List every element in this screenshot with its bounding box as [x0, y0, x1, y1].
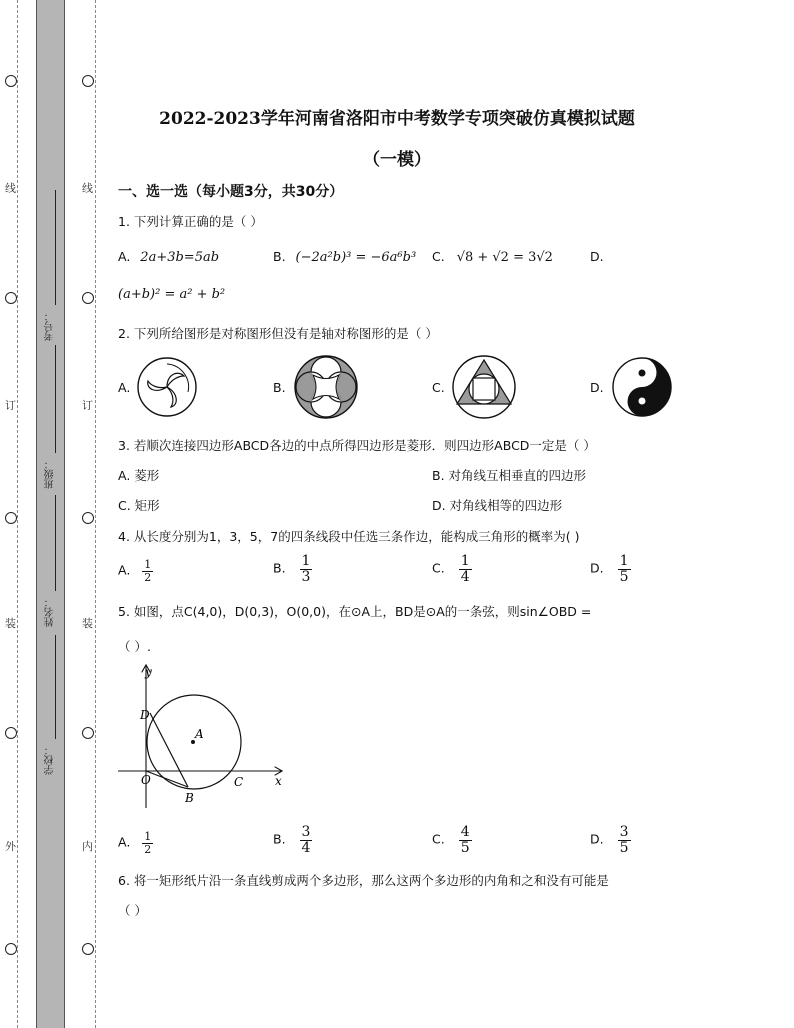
option-label: D.	[590, 249, 604, 264]
q1-option-b	[273, 249, 416, 265]
q2-label-d: D.	[590, 380, 604, 395]
option-label: C.	[432, 249, 445, 264]
label-b: B	[185, 791, 194, 805]
numerator: 3	[301, 824, 311, 840]
denominator: 4	[460, 568, 470, 585]
q5-option-d	[590, 825, 631, 855]
label-d: D	[140, 708, 150, 722]
q1-option-a	[118, 249, 219, 265]
option-label: D.	[590, 560, 604, 576]
q4-option-b	[273, 554, 312, 584]
label-c: C	[234, 775, 244, 789]
numerator: 1	[144, 830, 152, 843]
fraction	[459, 825, 472, 855]
numerator: 4	[460, 824, 470, 840]
label-y: y	[145, 665, 152, 679]
numerator: 1	[301, 553, 311, 569]
field-name-line	[55, 495, 56, 591]
label-x: x	[275, 774, 282, 788]
q4-option-d	[590, 554, 631, 584]
denominator: 2	[144, 570, 152, 584]
binding-hole	[5, 292, 17, 304]
q1-a-expr: 2a+3b=5ab	[140, 250, 220, 265]
margin-char-zhuang: 装	[82, 617, 93, 630]
q1-b-expr: (−2a²b)³ = −6a⁶b³	[295, 250, 417, 265]
option-label: B.	[273, 560, 286, 576]
binding-hole	[82, 727, 94, 739]
paper-title: 2022-2023学年河南省洛阳市中考数学专项突破仿真模拟试题	[159, 109, 635, 129]
binding-hole	[82, 75, 94, 87]
fraction	[618, 825, 631, 855]
margin-char-xian: 线	[5, 182, 16, 195]
segment-ob	[146, 771, 188, 787]
q3-option-d: D. 对角线相等的四边形	[432, 498, 563, 513]
denominator: 5	[460, 839, 470, 856]
q1-stem: 1. 下列计算正确的是（ ）	[118, 214, 263, 229]
q6-stem-cont: （ ）	[118, 903, 147, 918]
q4-option-a	[118, 559, 153, 583]
section-heading: 一、选一选（每小题3分，共30分）	[118, 184, 344, 200]
q5-stem: 5. 如图，点C(4,0)，D(0,3)，O(0,0)，在⊙A上，BD是⊙A的一条弦，则sin∠OBD =	[118, 604, 592, 619]
margin-char-xian: 线	[82, 182, 93, 195]
option-label: C.	[432, 831, 445, 847]
q2-label-c: C.	[432, 380, 445, 395]
binding-hole	[5, 512, 17, 524]
field-exam-number-line	[55, 190, 56, 305]
option-label: B.	[273, 249, 286, 264]
field-class-line	[55, 345, 56, 453]
field-exam-number-label: 考号：	[45, 311, 56, 341]
q3-stem: 3. 若顺次连接四边形ABCD各边的中点所得四边形是菱形．则四边形ABCD一定是（ ）	[118, 438, 596, 453]
option-label: B.	[273, 831, 286, 847]
q2-label-a: A.	[118, 380, 131, 395]
q5-option-a	[118, 831, 153, 855]
denominator: 5	[619, 839, 629, 856]
q1-option-d	[590, 249, 604, 264]
margin-char-zhuang: 装	[5, 617, 16, 630]
label-a: A	[195, 727, 204, 741]
option-label: A.	[118, 249, 131, 264]
label-o: O	[141, 773, 151, 787]
binding-hole	[5, 943, 17, 955]
q2-figure-a	[136, 356, 198, 418]
fraction	[618, 554, 631, 584]
margin-char-ding: 订	[5, 399, 16, 412]
fraction	[300, 825, 313, 855]
q1-c-expr: √8 + √2 = 3√2	[456, 250, 553, 265]
q2-figure-b	[293, 354, 359, 420]
option-label: A.	[118, 562, 131, 578]
option-label: C.	[432, 560, 445, 576]
option-label: A.	[118, 834, 131, 850]
margin-char-wai: 外	[5, 840, 16, 853]
binding-hole	[5, 75, 17, 87]
fraction	[142, 831, 153, 855]
q5-figure	[115, 660, 290, 810]
q2-figure-d	[611, 356, 673, 418]
numerator: 1	[144, 558, 152, 571]
option-label: D.	[590, 831, 604, 847]
field-school-label: 学校：	[45, 745, 56, 775]
fraction	[142, 559, 153, 583]
margin-char-ding: 订	[82, 399, 93, 412]
fraction	[459, 554, 472, 584]
q1-option-c	[432, 249, 553, 265]
field-name-label: 姓名：	[45, 597, 56, 627]
fraction	[300, 554, 313, 584]
denominator: 5	[619, 568, 629, 585]
q6-stem: 6. 将一矩形纸片沿一条直线剪成两个多边形，那么这两个多边形的内角和之和没有可能是	[118, 873, 609, 888]
numerator: 1	[460, 553, 470, 569]
denominator: 4	[301, 839, 311, 856]
q2-stem: 2. 下列所给图形是对称图形但没有是轴对称图形的是（ ）	[118, 326, 438, 341]
binding-hole	[5, 727, 17, 739]
chord-bd	[150, 713, 188, 787]
denominator: 3	[301, 568, 311, 585]
q2-figure-c	[451, 354, 517, 420]
binding-hole	[82, 512, 94, 524]
q5-option-b	[273, 825, 312, 855]
numerator: 3	[619, 824, 629, 840]
q3-option-c: C. 矩形	[118, 498, 160, 513]
q1-d-expr: (a+b)² = a² + b²	[118, 287, 226, 302]
binding-hole	[82, 943, 94, 955]
q3-option-b: B. 对角线互相垂直的四边形	[432, 468, 587, 483]
denominator: 2	[144, 842, 152, 856]
numerator: 1	[619, 553, 629, 569]
q5-option-c	[432, 825, 472, 855]
paper-subtitle: （一模）	[363, 150, 431, 170]
q4-option-c	[432, 554, 472, 584]
margin-char-nei: 内	[82, 840, 93, 853]
field-school-line	[55, 635, 56, 739]
q2-label-b: B.	[273, 380, 286, 395]
q4-stem: 4. 从长度分别为1，3，5，7的四条线段中任选三条作边，能构成三角形的概率为( )	[118, 529, 580, 544]
q5-stem-cont: （ ）.	[118, 639, 151, 654]
q3-option-a: A. 菱形	[118, 468, 160, 483]
field-class-label: 班级：	[45, 459, 56, 489]
binding-hole	[82, 292, 94, 304]
